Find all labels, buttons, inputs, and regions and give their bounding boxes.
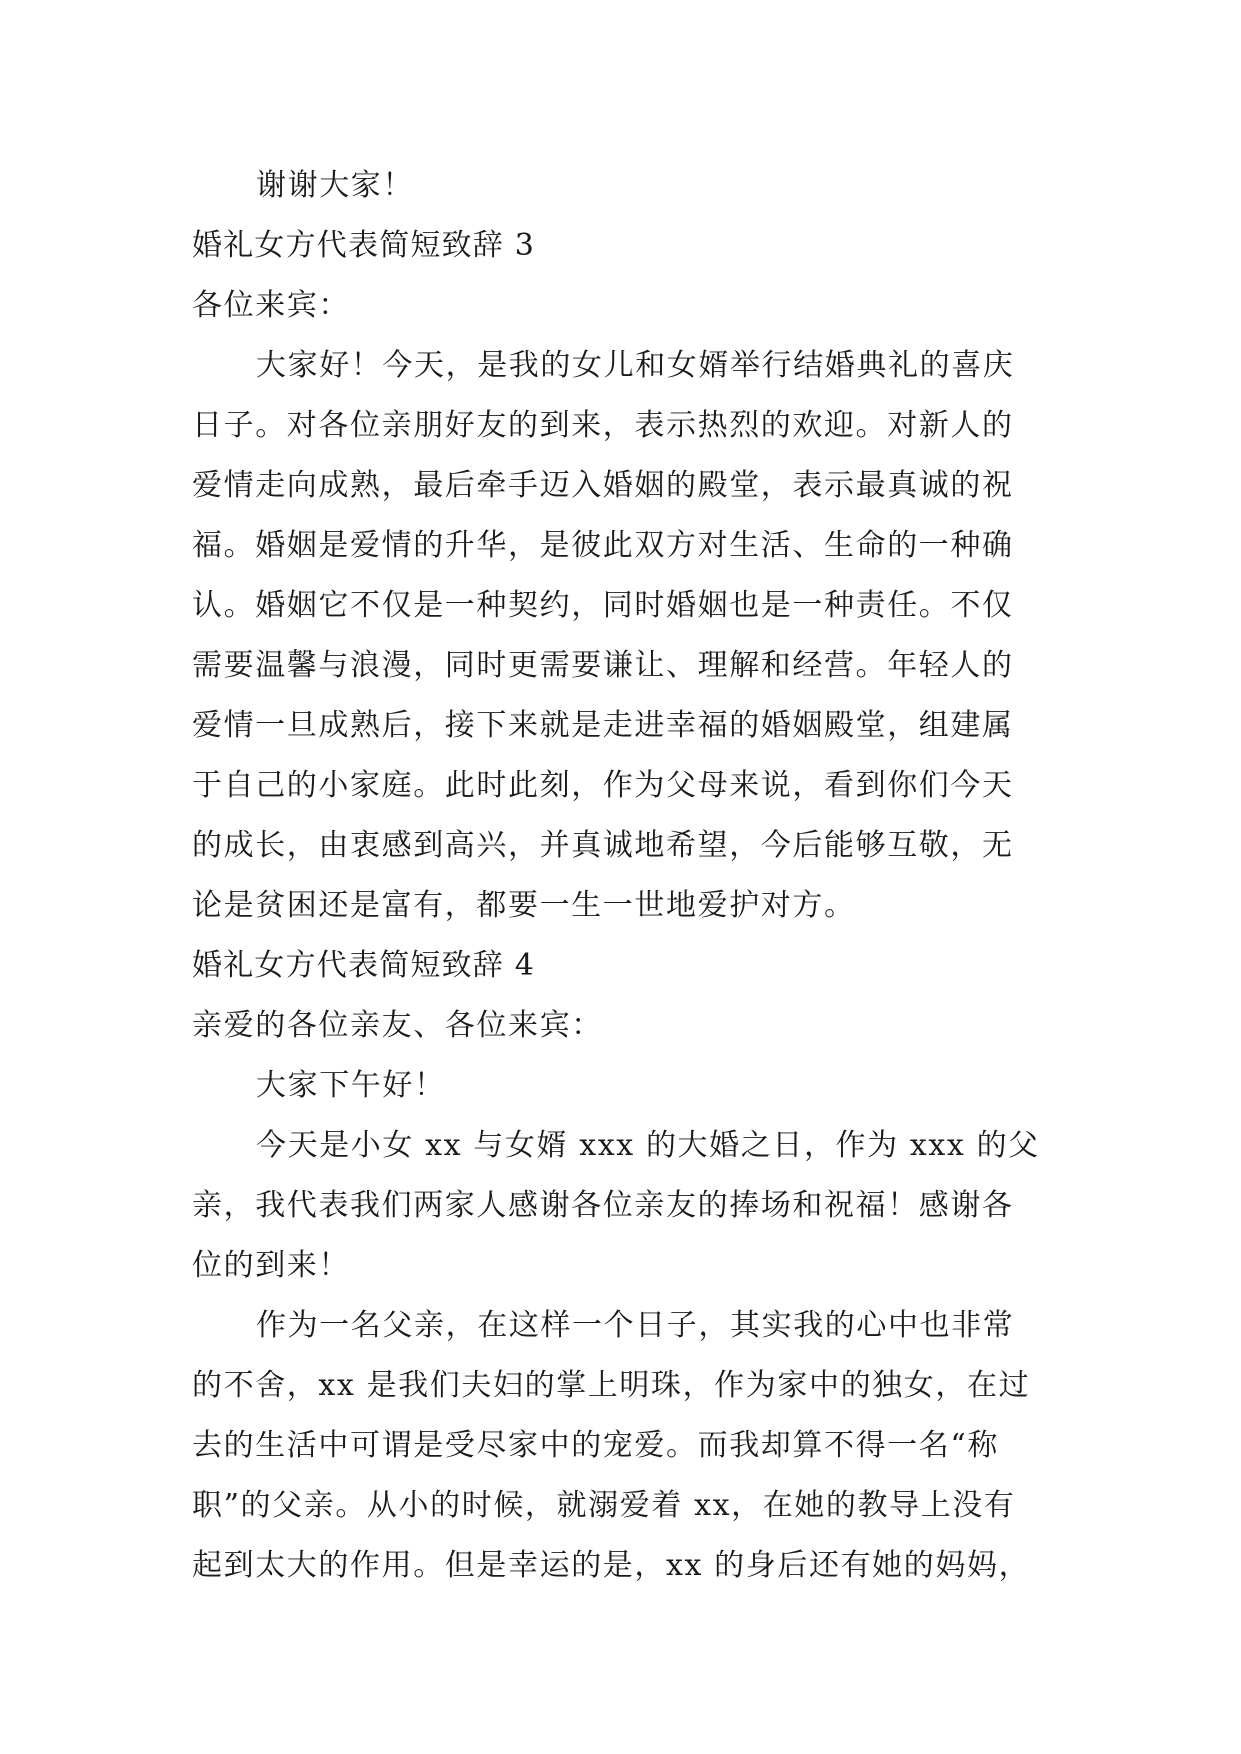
paragraph-line: 福。婚姻是爱情的升华，是彼此双方对生活、生命的一种确 <box>192 528 1014 563</box>
document-page <box>192 156 1052 1596</box>
paragraph-line: 认。婚姻它不仅是一种契约，同时婚姻也是一种责任。不仅 <box>192 588 1014 623</box>
paragraph-line: 论是贫困还是富有，都要一生一世地爱护对方。 <box>192 888 856 923</box>
paragraph-line: 去的生活中可谓是受尽家中的宠爱。而我却算不得一名“称 <box>192 1428 999 1463</box>
paragraph-line: 位的到来！ <box>192 1248 350 1283</box>
salutation-line: 各位来宾： <box>192 288 350 323</box>
section-heading-4: 婚礼女方代表简短致辞 4 <box>192 948 536 983</box>
section-heading-3: 婚礼女方代表简短致辞 3 <box>192 228 536 263</box>
paragraph-line: 日子。对各位亲朋好友的到来，表示热烈的欢迎。对新人的 <box>192 408 1014 443</box>
paragraph-line: 爱情走向成熟，最后牵手迈入婚姻的殿堂，表示最真诚的祝 <box>192 468 1014 503</box>
closing-line: 谢谢大家！ <box>256 168 414 203</box>
paragraph-line: 爱情一旦成熟后，接下来就是走进幸福的婚姻殿堂，组建属 <box>192 708 1014 743</box>
paragraph-line: 今天是小女 xx 与女婿 xxx 的大婚之日，作为 xxx 的父 <box>256 1128 1040 1163</box>
paragraph-line: 亲，我代表我们两家人感谢各位亲友的捧场和祝福！感谢各 <box>192 1188 1014 1223</box>
paragraph-line: 职”的父亲。从小的时候，就溺爱着 xx，在她的教导上没有 <box>192 1488 1016 1523</box>
paragraph-line: 的不舍，xx 是我们夫妇的掌上明珠，作为家中的独女，在过 <box>192 1368 1031 1403</box>
paragraph-line: 需要温馨与浪漫，同时更需要谦让、理解和经营。年轻人的 <box>192 648 1014 683</box>
paragraph-line: 于自己的小家庭。此时此刻，作为父母来说，看到你们今天 <box>192 768 1014 803</box>
paragraph-line: 大家下午好！ <box>256 1068 446 1103</box>
paragraph-line: 的成长，由衷感到高兴，并真诚地希望，今后能够互敬，无 <box>192 828 1014 863</box>
paragraph-line: 作为一名父亲，在这样一个日子，其实我的心中也非常 <box>256 1308 1015 1343</box>
paragraph-line: 大家好！今天，是我的女儿和女婿举行结婚典礼的喜庆 <box>256 348 1015 383</box>
salutation-line: 亲爱的各位亲友、各位来宾： <box>192 1008 603 1043</box>
paragraph-line: 起到太大的作用。但是幸运的是，xx 的身后还有她的妈妈， <box>192 1548 1031 1583</box>
